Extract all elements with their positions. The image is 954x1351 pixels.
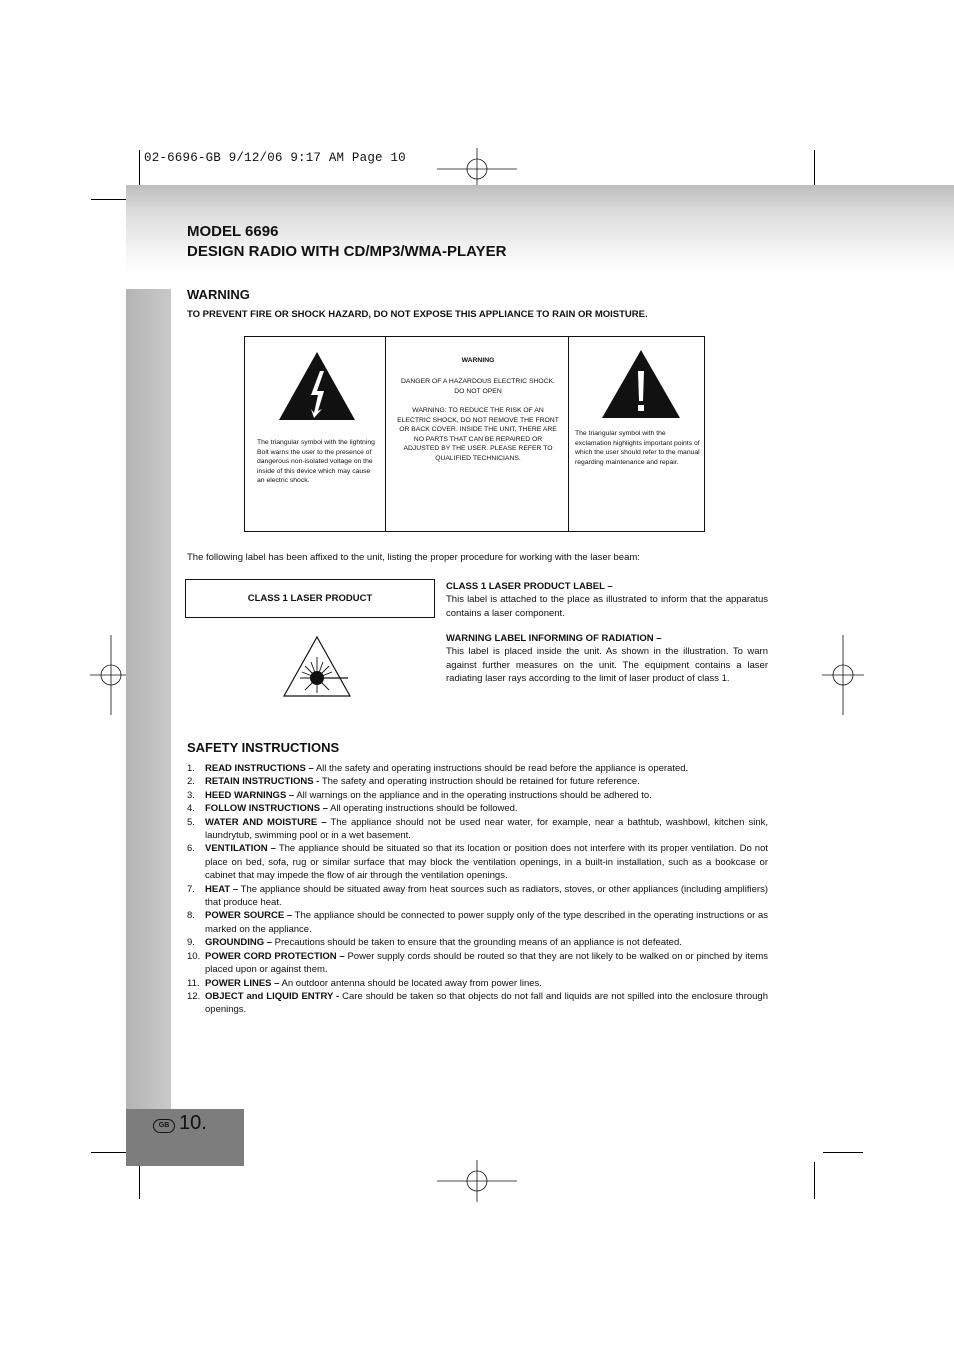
safety-item-number: 12. [187,990,201,1002]
safety-item-title: HEAT – [205,883,239,895]
safety-item-title: GROUNDING – [205,937,273,949]
safety-item [187,816,768,843]
safety-item [187,842,768,882]
lightning-symbol-description: The triangular symbol with the lightning Bolt warns the user to the presence of dangerous non-isolated voltage on the inside of this device which may cause an electric shock. [257,439,375,484]
warning-center-instructions: WARNING: TO REDUCE THE RISK OF AN ELECTRIC SHOCK, DO NOT REMOVE THE FRONT OR BACK COVER. INSIDE THE UNIT, THERE ARE NO PARTS THAT CAN BE REPAIRED OR ADJUSTED BY THE USER. PLEASE REFER TO QUALIFIED TECHNICIANS. [397,407,559,462]
safety-item-text: The appliance should not be used near water, for example, near a bathtub, washbowl, kitchen sink, laundrytub, swimming pool or in a wet basement. [205,816,769,842]
crop-mark [139,1162,140,1199]
crop-mark [139,150,140,187]
safety-item-text: An outdoor antenna should be located away from power lines. [279,977,542,989]
safety-item-title: VENTILATION – [205,843,276,855]
lightning-warning-icon [278,351,356,421]
warning-col-left [245,337,386,531]
laser-label-heading: CLASS 1 LASER PRODUCT LABEL – [446,581,613,592]
warning-center-title: WARNING [461,357,495,364]
print-slug-line: 02-6696-GB 9/12/06 9:17 AM Page 10 [144,151,406,165]
crop-mark [91,1152,131,1153]
warning-symbol-table [244,336,705,532]
side-bar [126,289,171,1109]
warning-center-danger: DANGER OF A HAZARDOUS ELECTRIC SHOCK. DO NOT OPEN [400,378,556,395]
crop-mark [814,150,815,187]
registration-mark-bottom [437,1160,517,1202]
safety-item [187,883,768,910]
safety-item-text: Power supply cords should be routed so that they are not likely to be walked on or pinched by items placed upon or against them. [205,950,768,976]
exclamation-symbol-description: The triangular symbol with the exclamation highlights important points of which the user should refer to the manual regarding maintenance and repair. [575,430,700,466]
safety-item-title: OBJECT and LIQUID ENTRY - [205,990,340,1002]
registration-mark-top [437,148,517,190]
safety-item [187,950,768,977]
safety-item [187,977,768,990]
safety-instructions-list [187,762,768,1017]
product-title: DESIGN RADIO WITH CD/MP3/WMA-PLAYER [187,243,507,260]
safety-item-text: Care should be taken so that objects do not fall and liquids are not spilled into the enclosure through openings. [205,990,768,1016]
safety-item-title: POWER SOURCE – [205,910,293,922]
laser-radiation-icon [282,635,352,698]
safety-item [187,775,768,788]
safety-item [187,802,768,815]
safety-item-title: WATER AND MOISTURE – [205,816,327,828]
warning-statement: TO PREVENT FIRE OR SHOCK HAZARD, DO NOT EXPOSE THIS APPLIANCE TO RAIN OR MOISTURE. [187,309,648,320]
laser-label-text: This label is attached to the place as illustrated to inform that the apparatus contains a laser component. [446,594,768,619]
safety-item-text: All the safety and operating instructions should be read before the appliance is operated. [313,763,689,774]
exclamation-warning-icon [601,349,681,419]
safety-item-title: POWER LINES – [205,977,280,989]
warning-heading: WARNING [187,287,250,302]
radiation-label-heading: WARNING LABEL INFORMING OF RADIATION – [446,633,662,644]
safety-item-number: 8. [187,910,195,922]
safety-item-number: 5. [187,816,195,828]
warning-col-center [386,337,569,531]
safety-item-title: READ INSTRUCTIONS – [205,763,314,774]
safety-item-number: 7. [187,883,195,895]
laser-label-info [446,580,768,620]
safety-item-text: Precautions should be taken to ensure that the grounding means of an appliance is not defeated. [272,937,682,949]
safety-item [187,936,768,949]
safety-item-number: 1. [187,763,195,774]
crop-mark [823,1152,863,1153]
radiation-label-text: This label is placed inside the unit. As shown in the illustration. To warn against further measures on the unit. The equipment contains a laser radiating laser rays according to the limit of laser product of class 1. [446,646,768,684]
class1-laser-label-box: CLASS 1 LASER PRODUCT [185,579,435,618]
safety-item-number: 9. [187,937,195,949]
safety-item-text: All operating instructions should be followed. [327,803,518,815]
safety-item-title: HEED WARNINGS – [205,789,295,801]
safety-item [187,990,768,1017]
safety-item-number: 11. [187,977,200,989]
page-title [187,222,506,262]
model-title: MODEL 6696 [187,223,279,240]
safety-item-number: 2. [187,776,195,788]
safety-item-text: The appliance should be connected to power supply only of the type described in the operating instructions or as marked on the appliance. [205,910,768,935]
safety-item-title: POWER CORD PROTECTION – [205,950,345,962]
safety-item [187,789,768,802]
page-number: 10. [179,1112,207,1134]
language-badge: GB [153,1119,175,1133]
safety-item [187,909,768,936]
safety-item-text: All warnings on the appliance and in the operating instructions should be adhered to. [294,789,652,801]
safety-item-text: The safety and operating instruction should be retained for future reference. [319,776,640,788]
laser-intro: The following label has been affixed to the unit, listing the proper procedure for working with the laser beam: [187,552,640,563]
safety-item [187,762,768,775]
safety-heading: SAFETY INSTRUCTIONS [187,740,340,755]
safety-item-number: 3. [187,789,195,801]
warning-col-right [569,337,704,531]
registration-mark-right [822,635,864,715]
safety-item-title: RETAIN INSTRUCTIONS - [205,776,320,788]
crop-mark [91,199,131,200]
safety-item-title: FOLLOW INSTRUCTIONS – [205,803,328,815]
safety-item-number: 10. [187,950,201,962]
safety-item-number: 4. [187,803,195,815]
safety-item-text: The appliance should be situated so that its location or position does not interfere with its proper ventilation. Do not place on bed, sofa, rug or similar surface that may block the ventilation openings, in a built-in installation, such as a bookcase or cabinet that may impede the flow of air through the ventilation openings. [205,843,768,882]
radiation-label-info [446,632,768,686]
safety-item-text: The appliance should be situated away from heat sources such as radiators, stoves, or other appliances (including amplifiers) that produce heat. [205,883,768,909]
crop-mark [814,1162,815,1199]
safety-item-number: 6. [187,843,195,855]
